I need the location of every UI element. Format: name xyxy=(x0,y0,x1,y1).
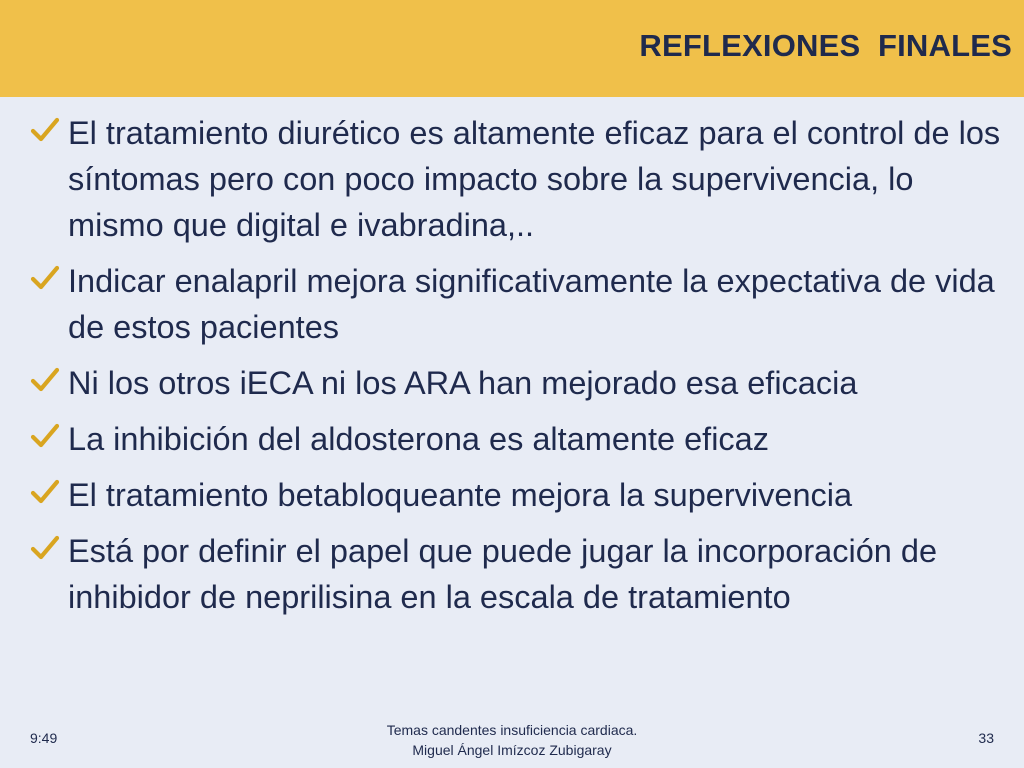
bullet-text: Ni los otros iECA ni los ARA han mejorado esa eficacia xyxy=(68,365,858,401)
check-icon xyxy=(30,533,60,563)
footer-caption-line2: Miguel Ángel Imízcoz Zubigaray xyxy=(412,742,612,758)
check-icon xyxy=(30,421,60,451)
check-icon xyxy=(30,365,60,395)
bullet-item xyxy=(30,472,1005,518)
bullet-text: El tratamiento diurético es altamente eficaz para el control de los síntomas pero con poco impacto sobre la supervivencia, lo mismo que digital e ivabradina,.. xyxy=(68,115,1001,243)
bullet-text: El tratamiento betabloqueante mejora la supervivencia xyxy=(68,477,853,513)
slide-footer xyxy=(0,708,1024,768)
bullet-item xyxy=(30,258,1005,350)
slide-title: REFLEXIONES FINALES xyxy=(639,28,1012,63)
bullet-item xyxy=(30,360,1005,406)
bullet-item xyxy=(30,528,1005,620)
bullet-text: Está por definir el papel que puede jugar la incorporación de inhibidor de neprilisina en la escala de tratamiento xyxy=(68,533,938,615)
check-icon xyxy=(30,477,60,507)
footer-caption-line1: Temas candentes insuficiencia cardiaca. xyxy=(386,722,638,738)
bullet-text: Indicar enalapril mejora significativamente la expectativa de vida de estos pacientes xyxy=(68,263,995,345)
bullet-list xyxy=(30,110,1005,630)
footer-time: 9:49 xyxy=(30,730,58,746)
footer-caption xyxy=(312,720,712,760)
check-icon xyxy=(30,263,60,293)
bullet-text: La inhibición del aldosterona es altamente eficaz xyxy=(68,421,770,457)
bullet-item xyxy=(30,110,1005,248)
page-number: 33 xyxy=(978,730,994,746)
bullet-item xyxy=(30,416,1005,462)
check-icon xyxy=(30,115,60,145)
